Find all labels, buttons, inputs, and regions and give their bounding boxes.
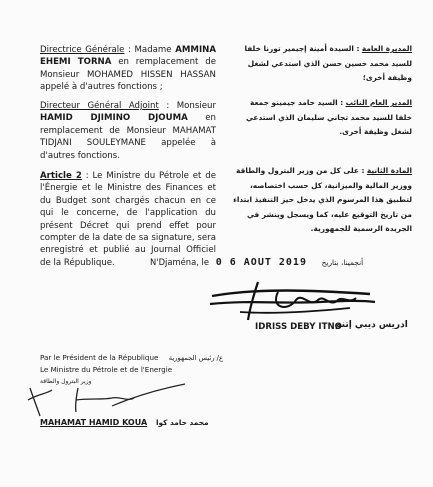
minister-signature [20,380,190,420]
for-president-line [40,352,223,364]
ar-dga-rest: : السيد حامد جيمينو جمعة خلفا للسيد محمد تجاني سليمان الذي استدعي لشغل وظيفة أخرى. [245,98,412,137]
ar-directrice-label: المديرة العامة [361,44,412,53]
fr-paragraph-article-2 [40,170,216,269]
fr-directrice-mid: : Madame [124,45,176,55]
president-signature [200,278,380,326]
fr-place: N'Djaména, le [150,257,210,267]
fr-dga-label: Directeur Général Adjoint [40,101,159,111]
president-name-fr: IDRISS DEBY ITNO [255,322,342,332]
president-name-ar: ادريس ديبي إتنو [336,320,408,330]
fr-paragraph-dga [40,100,216,162]
ar-directrice-rest: : السيدة أمينة إجيمير تورنا خلفا للسيد محمد حسين حسن الذي استدعي لشغل وظيفة أخرى؛ [244,44,412,83]
fr-directrice-name: AMMINA EHEMI TORNA [40,45,216,68]
ar-paragraph-directrice [232,42,412,86]
minister-name-line [40,418,209,427]
fr-article-2-label: Article 2 [40,171,82,181]
fr-directrice-rest: en remplacement de Monsieur MOHAMED HISSEN HASSAN appelé à d'autres fonctions ; [40,57,216,93]
ar-paragraph-article-2 [232,164,412,237]
place-date-line [150,257,390,268]
ar-for-president: ع/ رئيس الجمهورية [168,354,224,362]
ar-article-2-rest: : على كل من وزير البترول والطاقة ووزير المالية والميزانية، كل حسب اختصاصه، لتطبيق هذا المرسوم الذي يدخل حيز التنفيذ ابتداء من تاريخ التوقيع عليه، كما ويسجل وينشر في الجريدة الرسمية للجمهورية. [233,166,412,234]
ar-place: أنجمينا، بتاريخ [321,258,364,267]
ar-minister-name: محمد حامد كوا [155,418,209,427]
fr-dga-mid: : Monsieur [158,101,216,111]
ar-minister-title: وزير البترول والطاقة [40,378,92,385]
fr-directrice-label: Directrice Générale [40,45,125,55]
fr-for-president: Par le Président de la République [40,353,159,362]
ar-paragraph-dga [232,96,412,140]
date-stamp: 0 6 AOUT 2019 [215,257,307,268]
fr-article-2-rest: : Le Ministre du Pétrole et de l'Énergie et le Ministre des Finances et du Budget sont chargés chacun en ce qui le concerne, de l'application du présent Décret qui prend effet pour compter de la date de sa signature, sera enregistré et publié au Journal Officiel de la République. [40,171,216,268]
fr-dga-name: HAMID DJIMINO DJOUMA [40,113,188,124]
ar-dga-label: المدير العام النائب [345,98,412,107]
fr-minister-name: MAHAMAT HAMID KOUA [40,418,148,427]
fr-paragraph-directrice [40,44,216,94]
fr-dga-rest: en remplacement de Monsieur MAHAMAT TIDJANI SOULEYMANE appelée à d'autres fonctions. [40,113,217,161]
ar-article-2-label: المادة الثانية [366,166,412,175]
fr-minister-title: Le Ministre du Pétrole et de l'Energie [40,365,173,374]
